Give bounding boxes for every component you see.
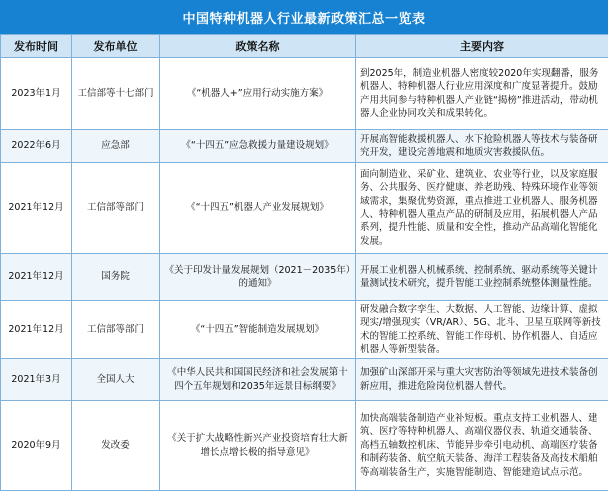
cell-date: 2021年3月 [1, 359, 72, 401]
cell-content: 到2025年，制造业机器人密度较2020年实现翻番，服务机器人、特种机器人行业应用深度和广度显著提升。鼓励产用共同参与特种机器人产业链“揭榜”推进活动，带动机器人企业协同攻关和成果转化。 [356, 58, 608, 130]
cell-content: 研发融合数字孪生、大数据、人工智能、边缘计算、虚拟现实/增强现实（VR/AR）、5G、北斗、卫星互联网等新技术的智能工控系统、智能工作母机、协作机器人、自适应机器人等新型装备。 [356, 301, 608, 359]
cell-date: 2020年9月 [1, 401, 72, 491]
cell-content: 面向制造业、采矿业、建筑业、农业等行业，以及家庭服务、公共服务、医疗健康、养老助残、特殊环境作业等领域需求，集聚优势资源，重点推进工业机器人、服务机器人、特种机器人重点产品的研制及应用，拓展机器人产品系列，提升性能、质量和安全性，推动产品高端化智能化发展。 [356, 163, 608, 254]
table-row [1, 301, 608, 359]
cell-policy: 《“十四五”应急救援力量建设规划》 [160, 130, 356, 163]
cell-policy: 《中华人民共和国国民经济和社会发展第十四个五年规划和2035年远景目标纲要》 [160, 359, 356, 401]
cell-issuer: 工信部等部门 [72, 163, 160, 254]
cell-policy: 《关于扩大战略性新兴产业投资培育壮大新增长点增长极的指导意见》 [160, 401, 356, 491]
table-row [1, 130, 608, 163]
table-row [1, 359, 608, 401]
cell-content: 开展工业机器人机械系统、控制系统、驱动系统等关键计量测试技术研究，提升智能工业控制系统整体测量性能。 [356, 254, 608, 301]
table-row [1, 401, 608, 491]
table-row [1, 163, 608, 254]
cell-content: 加快高端装备制造产业补短板。重点支持工业机器人、建筑、医疗等特种机器人、高端仪器仪表、轨道交通装备、高档五轴数控机床、节能异步牵引电动机、高端医疗装备和制药装备、航空航天装备、海洋工程装备及高技术船舶等高端装备生产，实施智能制造、智能建造试点示范。 [356, 401, 608, 491]
cell-date: 2022年6月 [1, 130, 72, 163]
cell-policy: 《“十四五”智能制造发展规划》 [160, 301, 356, 359]
cell-issuer: 发改委 [72, 401, 160, 491]
header-policy: 政策名称 [160, 35, 356, 58]
header-date: 发布时间 [1, 35, 72, 58]
cell-issuer: 工信部等部门 [72, 301, 160, 359]
header-row [1, 35, 608, 58]
cell-policy: 《“机器人+”应用行动实施方案》 [160, 58, 356, 130]
cell-date: 2021年12月 [1, 254, 72, 301]
cell-date: 2023年1月 [1, 58, 72, 130]
cell-issuer: 工信部等十七部门 [72, 58, 160, 130]
cell-policy: 《关于印发计量发展规划（2021－2035年）的通知》 [160, 254, 356, 301]
cell-content: 加强矿山深部开采与重大灾害防治等领域先进技术装备创新应用，推进危险岗位机器人替代。 [356, 359, 608, 401]
cell-issuer: 全国人大 [72, 359, 160, 401]
cell-date: 2021年12月 [1, 163, 72, 254]
cell-content: 开展高智能救援机器人、水下抢险机器人等技术与装备研究开发，建设完善地震和地质灾害救援队伍。 [356, 130, 608, 163]
header-content: 主要内容 [356, 35, 608, 58]
cell-issuer: 国务院 [72, 254, 160, 301]
table-title: 中国特种机器人行业最新政策汇总一览表 [0, 0, 608, 34]
policy-table [0, 34, 608, 491]
table-row [1, 58, 608, 130]
header-issuer: 发布单位 [72, 35, 160, 58]
cell-date: 2021年12月 [1, 301, 72, 359]
cell-issuer: 应急部 [72, 130, 160, 163]
table-row [1, 254, 608, 301]
cell-policy: 《“十四五”机器人产业发展规划》 [160, 163, 356, 254]
